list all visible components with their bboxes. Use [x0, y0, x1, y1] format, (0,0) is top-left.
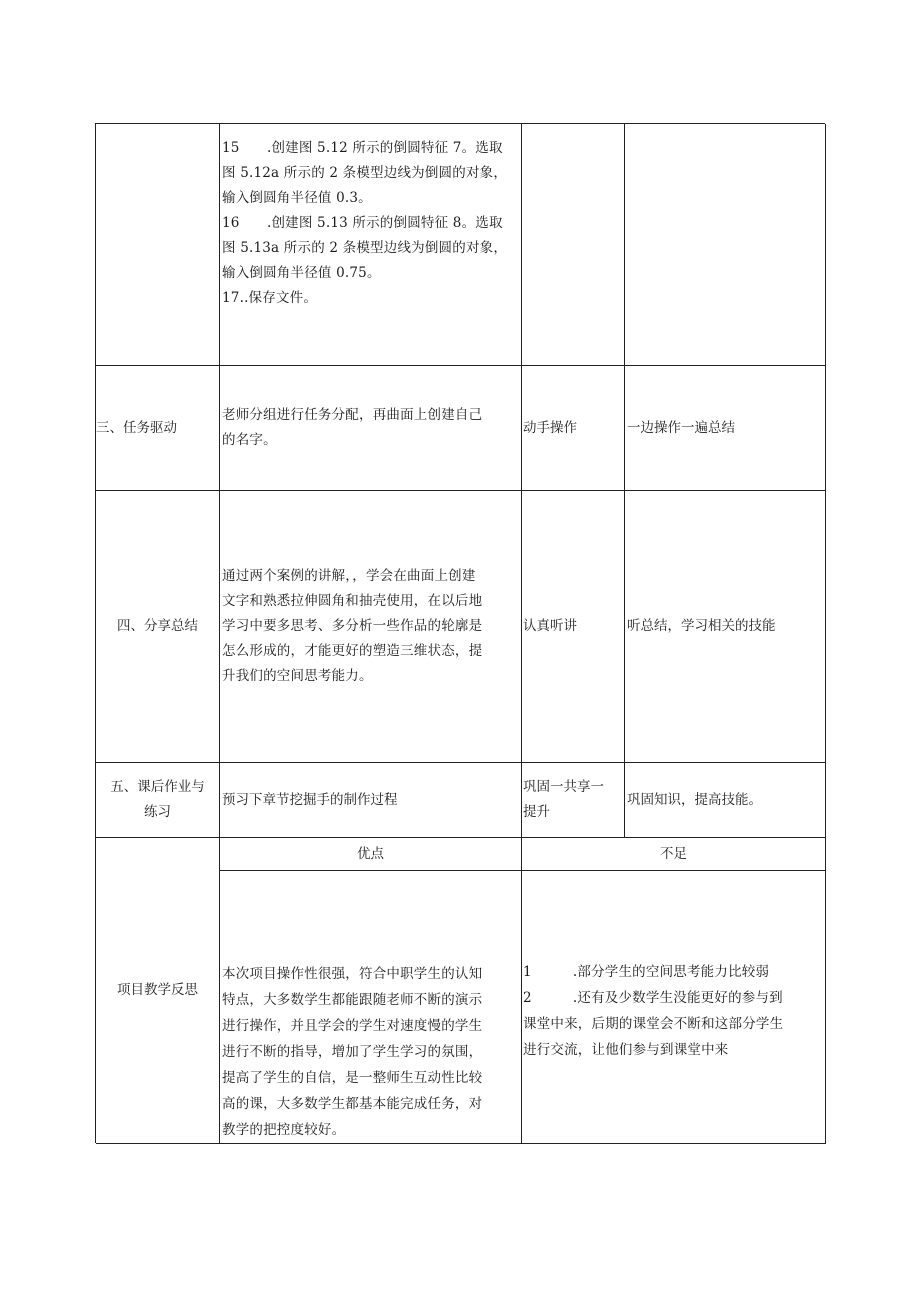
row1-stage-cell	[96, 124, 220, 366]
row2-stage-text: 三、任务驱动	[96, 419, 177, 436]
row3-content: 通过两个案例的讲解，，学会在曲面上创建 文字和熟悉拉伸圆角和抽壳使用，在以后地 学习中要多思考、多分析一些作品的轮廓是 怎么形成的，才能更好的塑造三维状态，提 升我们的空间思考能力。	[222, 568, 483, 684]
pros-header-text: 优点	[357, 845, 384, 862]
row1-student-cell	[522, 124, 625, 366]
row4-stage	[96, 763, 220, 838]
reflection-cons: 1 .部分学生的空间思考能力比较弱 2 .还有及少数学生没能更好的参与到 课堂中来，后期的课堂会不断和这部分学生 进行交流，让他们参与到课堂中来	[523, 964, 784, 1058]
row2-content: 老师分组进行任务分配，再曲面上创建自己 的名字。	[222, 407, 483, 448]
row1-purpose-cell	[625, 124, 826, 366]
row3-student-cell	[522, 491, 625, 763]
row2-purpose-cell	[625, 366, 826, 491]
reflection-pros: 本次项目操作性很强，符合中职学生的认知 特点，大多数学生都能跟随老师不断的演示 进行操作，并且学会的学生对速度慢的学生 进行不断的指导，增加了学生学习的氛围， 提高了学生的自信，是一整师生互动性比较 高的课，大多数学生都基本能完成任务，对 教学的把控度较好。	[222, 966, 483, 1138]
reflection-label-text: 项目教学反思	[117, 982, 198, 998]
row2-purpose: 一边操作一遍总结	[627, 419, 735, 436]
row3-content-cell	[220, 491, 522, 763]
row1-content: 15 .创建图 5.12 所示的倒圆特征 7。选取 图 5.12a 所示的 2 条模型边线为倒圆的对象， 输入倒圆角半径值 0.3。 16 .创建图 5.13 所示的倒圆特征 8。选取 图 5.13a 所示的 2 条模型边线为倒圆的对象， 输入倒圆角半径值 0.75。 17..保存文件。	[220, 124, 522, 366]
reflection-pros-cell	[220, 871, 522, 1144]
row2-content-cell	[220, 366, 522, 491]
row4-purpose: 巩固知识，提高技能。	[627, 791, 762, 808]
row4-student-cell	[522, 763, 625, 838]
row2-student-cell	[522, 366, 625, 491]
lesson-plan-table	[95, 123, 825, 1143]
cons-header-text: 不足	[660, 845, 687, 862]
row4-stage-text: 五、课后作业与 练习	[110, 779, 205, 820]
row4-content: 预习下章节挖掘手的制作过程	[222, 791, 398, 808]
row3-purpose: 听总结，学习相关的技能	[627, 618, 776, 634]
row4-content-cell	[220, 763, 522, 838]
row4-purpose-cell	[625, 763, 826, 838]
reflection-header-cons	[522, 838, 826, 871]
reflection-header-pros	[220, 838, 522, 871]
row3-student: 认真听讲	[523, 618, 577, 634]
row3-purpose-cell	[625, 491, 826, 763]
reflection-label	[96, 838, 220, 1144]
row2-student: 动手操作	[523, 419, 577, 436]
row3-stage-text: 四、分享总结	[117, 618, 198, 634]
row4-student: 巩固一共享一 提升	[523, 779, 604, 820]
reflection-cons-cell	[522, 871, 826, 1144]
row3-stage	[96, 491, 220, 763]
row2-stage	[96, 366, 220, 491]
